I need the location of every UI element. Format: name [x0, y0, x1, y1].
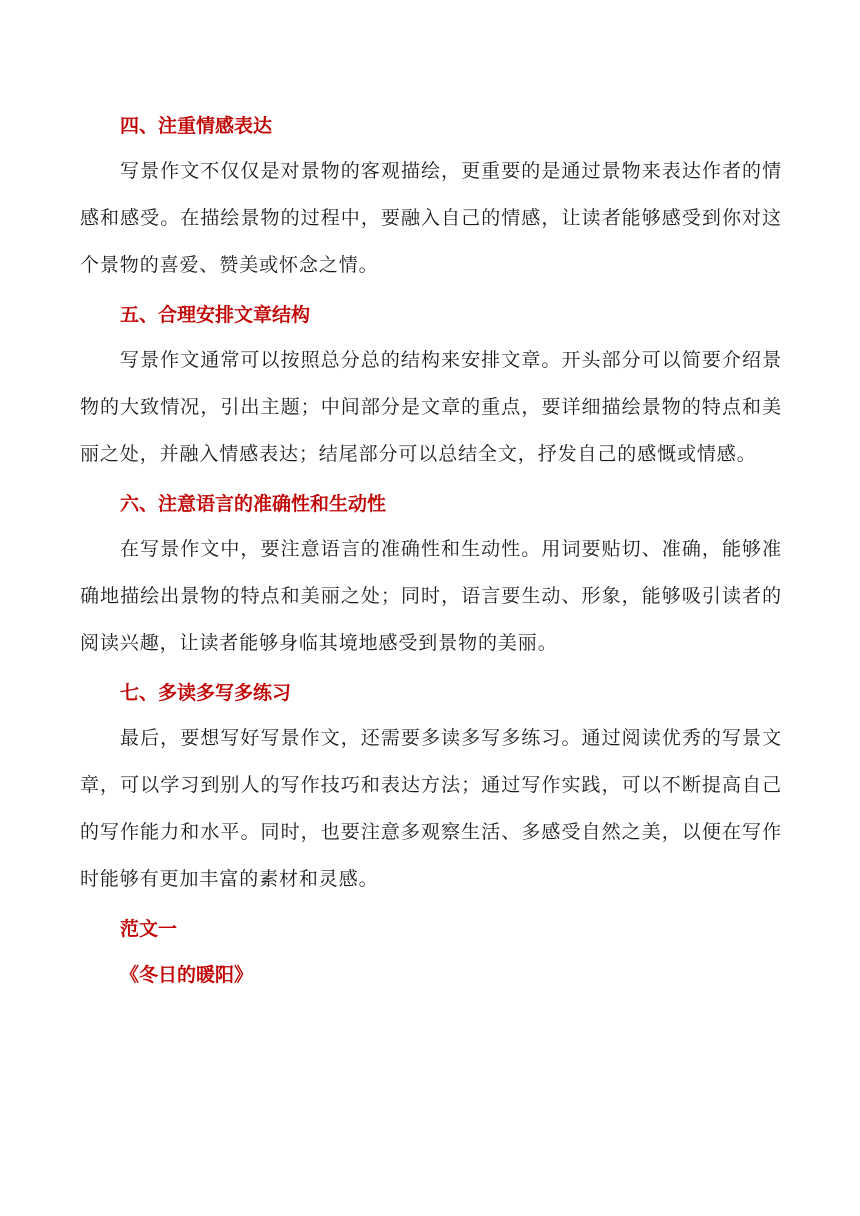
sample-label: 范文一: [120, 918, 178, 940]
section-body: 写景作文不仅仅是对景物的客观描绘，更重要的是通过景物来表达作者的情感和感受。在描绘景物的过程中，要融入自己的情感，让读者能够感受到你对这个景物的喜爱、赞美或怀念之情。: [80, 160, 782, 276]
section-emotion: [80, 104, 782, 289]
section-heading: 六、注意语言的准确性和生动性: [120, 493, 387, 515]
section-heading: 四、注重情感表达: [120, 115, 273, 137]
section-structure: [80, 293, 782, 478]
sample-title: 《冬日的暖阳》: [120, 964, 254, 986]
section-body: 写景作文通常可以按照总分总的结构来安排文章。开头部分可以简要介绍景物的大致情况，引出主题；中间部分是文章的重点，要详细描绘景物的特点和美丽之处，并融入情感表达；结尾部分可以总结全文，抒发自己的感慨或情感。: [80, 349, 782, 465]
section-body: 最后，要想写好写景作文，还需要多读多写多练习。通过阅读优秀的写景文章，可以学习到别人的写作技巧和表达方法；通过写作实践，可以不断提高自己的写作能力和水平。同时，也要注意多观察生活、多感受自然之美，以便在写作时能够有更加丰富的素材和灵感。: [80, 727, 782, 890]
section-heading: 七、多读多写多练习: [120, 682, 292, 704]
section-heading: 五、合理安排文章结构: [120, 304, 311, 326]
section-body: 在写景作文中，要注意语言的准确性和生动性。用词要贴切、准确，能够准确地描绘出景物的特点和美丽之处；同时，语言要生动、形象，能够吸引读者的阅读兴趣，让读者能够身临其境地感受到景物的美丽。: [80, 538, 782, 654]
section-language: [80, 482, 782, 667]
document-page: [80, 104, 782, 997]
section-practice: [80, 671, 782, 903]
